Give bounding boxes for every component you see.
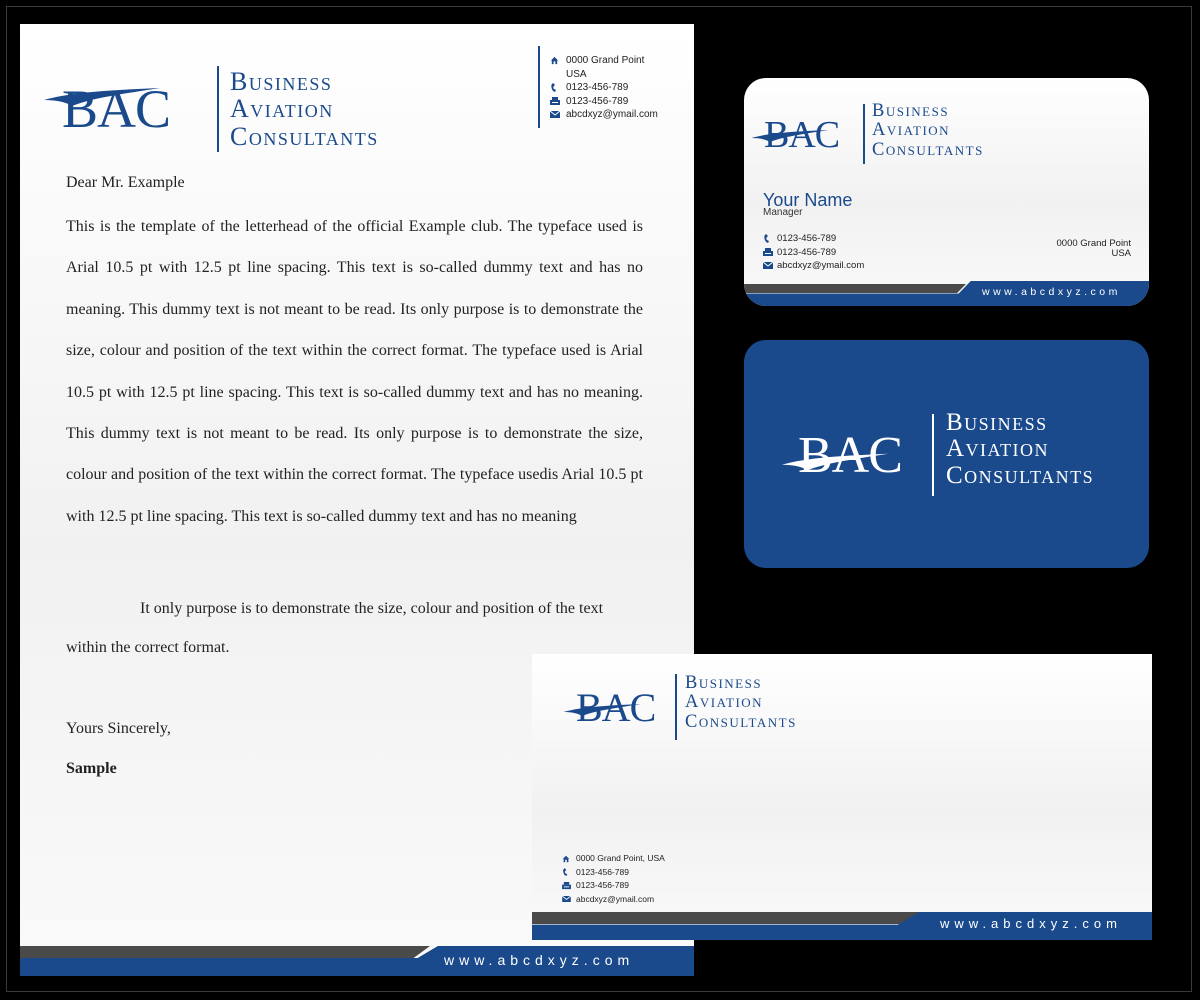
phone-row: [562, 866, 665, 880]
logo-line-business: Business: [230, 67, 333, 96]
home-icon: [550, 56, 566, 65]
address-full: 0000 Grand Point, USA: [576, 853, 665, 863]
address-line2: USA: [566, 68, 587, 80]
fax-row: [763, 246, 864, 260]
mail-icon: [550, 111, 566, 118]
fax-icon: [550, 97, 566, 106]
address-row-2: [550, 68, 658, 82]
logo-wordmark: [872, 102, 984, 160]
letterhead-grey-bar: [20, 946, 430, 958]
letter-paragraph-1: This is the template of the letterhead of the official Example club. The typeface used is Arial 10.5 pt with 12.5 pt line spacing. This text is so-called dummy text and has no meaning. This dummy text is not meant to be read. Its only purpose is to demonstrate the size, colour and position of the text within the correct format. The typeface used is Arial 10.5 pt with 12.5 pt line spacing. This text is so-called dummy text and has no meaning. This dummy text is not meant to be read. Its only purpose is to demonstrate the size, colour and position of the text within the correct format. The typeface usedis Arial 10.5 pt with 12.5 pt line spacing. This text is so-called dummy text and has no meaning: [66, 218, 643, 525]
logo-line-business: Business: [685, 673, 763, 693]
phone-number: 0123-456-789: [566, 82, 629, 93]
signature: Sample: [66, 760, 117, 777]
business-card-back: [744, 340, 1149, 568]
logo-abbr: BAC: [576, 685, 656, 730]
address-line1: 0000 Grand Point: [1056, 238, 1131, 249]
logo-line-aviation: Aviation: [685, 692, 764, 713]
envelope-contact: [562, 852, 665, 906]
card-contact: [763, 232, 864, 273]
logo-abbr: BAC: [62, 79, 171, 139]
address-line1: 0000 Grand Point: [566, 55, 645, 66]
logo-wordmark: [230, 68, 379, 150]
phone-row: [763, 232, 864, 246]
phone-icon: [562, 868, 576, 877]
closing: Yours Sincerely,: [66, 720, 171, 737]
envelope-website: www.abcdxyz.com: [940, 916, 1122, 931]
email-row: [562, 893, 665, 907]
logo-divider: [675, 674, 677, 740]
email-address: abcdxyz@ymail.com: [576, 893, 655, 904]
phone-icon: [550, 83, 566, 93]
letter-paragraph-2-line-2: within the correct format.: [66, 639, 230, 656]
letter-paragraph-2-line-1: It only purpose is to demonstrate the size, colour and position of the text: [140, 600, 604, 617]
home-icon: [562, 855, 576, 863]
greeting: Dear Mr. Example: [66, 174, 185, 191]
logo-line-aviation: Aviation: [230, 94, 334, 124]
logo-line-consultants: Consultants: [685, 711, 797, 732]
logo-abbr: BAC: [764, 114, 840, 156]
envelope-grey-bar: [532, 912, 920, 924]
email-row: [550, 108, 658, 122]
phone-number: 0123-456-789: [777, 233, 837, 244]
fax-row: [550, 95, 658, 109]
letterhead-contact-divider: [538, 46, 540, 128]
email-address: abcdxyz@ymail.com: [566, 109, 658, 120]
card-holder-title: Manager: [763, 207, 803, 218]
mail-icon: [763, 262, 777, 269]
phone-icon: [763, 234, 777, 244]
logo-line-business: Business: [946, 409, 1048, 436]
card-grey-bar: [744, 284, 966, 293]
logo-divider: [217, 66, 219, 152]
card-logo: [750, 98, 1010, 168]
business-card-front: [744, 78, 1149, 306]
phone-number: 0123-456-789: [576, 866, 629, 877]
fax-number: 0123-456-789: [576, 880, 629, 890]
logo-wordmark: [946, 410, 1094, 489]
fax-number: 0123-456-789: [566, 95, 629, 107]
logo-wordmark: [685, 674, 797, 732]
card-address: [1057, 239, 1131, 259]
card-website: www.abcdxyz.com: [982, 286, 1121, 298]
fax-row: [562, 879, 665, 893]
logo-divider: [863, 104, 865, 164]
address-row: [550, 54, 658, 68]
logo-line-consultants: Consultants: [946, 461, 1095, 489]
envelope-logo: [562, 674, 862, 754]
logo-line-consultants: Consultants: [230, 121, 379, 151]
letterhead-contact: [550, 54, 658, 122]
card-back-logo: [780, 410, 1140, 500]
fax-icon: [562, 882, 576, 890]
logo-line-business: Business: [872, 101, 950, 121]
letterhead-website: www.abcdxyz.com: [444, 952, 635, 968]
address-row: [562, 852, 665, 866]
envelope: [532, 654, 1152, 940]
card-holder-name: Your Name: [763, 190, 853, 210]
logo-divider: [932, 414, 934, 496]
logo-line-aviation: Aviation: [872, 120, 951, 141]
letterhead-logo: [42, 44, 402, 151]
logo-abbr: BAC: [798, 427, 902, 484]
logo-line-consultants: Consultants: [872, 139, 984, 160]
mail-icon: [562, 896, 576, 902]
address-line2: USA: [1111, 248, 1131, 259]
fax-number: 0123-456-789: [777, 246, 837, 258]
logo-line-aviation: Aviation: [946, 435, 1050, 463]
email-row: [763, 259, 864, 273]
email-address: abcdxyz@ymail.com: [777, 260, 865, 271]
phone-row: [550, 81, 658, 95]
fax-icon: [763, 248, 777, 257]
